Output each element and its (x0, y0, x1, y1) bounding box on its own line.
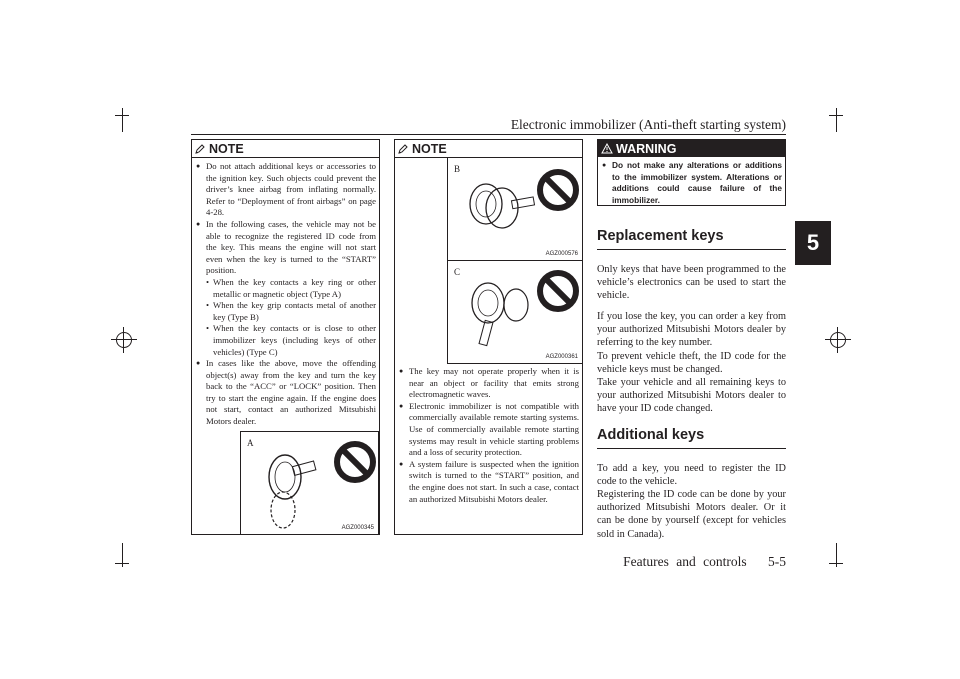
illustration-label: A (247, 438, 254, 448)
column-3 (597, 139, 786, 541)
pencil-icon (195, 144, 205, 154)
illustration-label: C (454, 267, 461, 277)
warning-header (598, 140, 785, 157)
note-label: NOTE (412, 141, 447, 156)
note-label: NOTE (209, 141, 244, 156)
body-paragraph: Registering the ID code can be done by your authorized Mitsubishi Motors dealer. Or it can be done by yourself (except for vehicles sold in Canada). (597, 489, 786, 540)
running-header: Electronic immobilizer (Anti-theft starting system) (510, 117, 786, 132)
note-bullet: ● In cases like the above, move the offending object(s) away from the key and turn the key back to the “ACC” or “LOCK” position. Then try to start the engine again. If the engine does not start, contact an authorized Mitsubishi Motors dealer. (196, 358, 376, 428)
crop-mark-tl-v (122, 108, 123, 132)
section-title-additional-keys: Additional keys (597, 427, 786, 449)
two-keys-illustration (462, 174, 542, 254)
registration-mark-right (830, 332, 846, 348)
note-bullet: ● A system failure is suspected when the ignition switch is turned to the “START” position, and the engine does not start. In such a case, contact an authorized Mitsubishi Motors dealer. (399, 459, 579, 505)
note-body (399, 366, 579, 505)
note-sub-item: • When the key grip contacts metal of another key (Type B) (206, 300, 376, 323)
illustration-code: AGZ000361 (545, 354, 578, 360)
note-bullet: ● Do not attach additional keys or accessories to the ignition key. Such objects could prevent the driver’s knee airbag from inflating normally. Refer to “Deployment of front airbags” on page 4-28. (196, 161, 376, 219)
warning-label: WARNING (616, 141, 677, 156)
page-footer (623, 554, 786, 570)
section-title-replacement-keys: Replacement keys (597, 228, 786, 250)
key-ring-illustration (255, 442, 335, 532)
registration-mark-left (116, 332, 132, 348)
crop-mark-bl-v (122, 543, 123, 567)
body-paragraph: If you lose the key, you can order a key from your authorized Mitsubishi Motors dealer by referring to the key number. (597, 311, 786, 349)
note-header (395, 140, 582, 158)
note-bullet: ● In the following cases, the vehicle may not be able to recognize the registered ID code from the key. This means the engine will not start even when the key is turned to the “START” position. (196, 219, 376, 277)
prohibition-icon (333, 440, 377, 484)
header-rule (191, 134, 786, 135)
warning-box (597, 139, 786, 206)
body-paragraph: Take your vehicle and all remaining keys to your authorized Mitsubishi Motors dealer to have your ID code changed. (597, 376, 786, 414)
note-body (192, 158, 379, 428)
illustration-code: AGZ000576 (545, 251, 578, 257)
note-bullet: ● Electronic immobilizer is not compatible with commercially available remote starting systems. Use of commercially available remote starting systems may result in vehicle starting problems and a loss of security protection. (399, 401, 579, 459)
illustration-label: B (454, 164, 461, 174)
replacement-keys-body (597, 263, 786, 415)
warning-body (598, 157, 785, 206)
crop-mark-tr-v (836, 108, 837, 132)
chapter-tab: 5 (795, 221, 831, 265)
illustration-type-b (447, 157, 583, 261)
note-sub-item: • When the key contacts a key ring or other metallic or magnetic object (Type A) (206, 277, 376, 300)
note-box-1 (191, 139, 380, 535)
body-paragraph: Only keys that have been programmed to the vehicle’s electronics can be used to start the vehicle. (597, 264, 786, 302)
column-1 (191, 139, 380, 535)
additional-keys-body (597, 462, 786, 541)
body-paragraph: To prevent vehicle theft, the ID code for the vehicle keys must be changed. (597, 350, 786, 375)
warning-triangle-icon (601, 143, 613, 154)
prohibition-icon (536, 168, 580, 212)
note-header (192, 140, 379, 158)
page-number: 5-5 (768, 554, 786, 569)
immobilizer-keys-illustration (462, 275, 542, 355)
prohibition-icon (536, 269, 580, 313)
column-2 (394, 139, 583, 535)
note-sub-item: • When the key contacts or is close to other immobilizer keys (including keys of other vehicles) (Type C) (206, 323, 376, 358)
body-paragraph: To add a key, you need to register the ID code to the vehicle. (597, 463, 786, 488)
note-box-2 (394, 139, 583, 535)
illustration-type-c (447, 261, 583, 364)
warning-bullet: ● Do not make any alterations or additions to the immobilizer system. Alterations or additions could cause failure of the immobilizer. (602, 160, 782, 206)
crop-mark-br-v (836, 543, 837, 567)
illustration-type-a (240, 431, 379, 535)
footer-section: Features and controls (623, 554, 747, 569)
note-bullet: ● The key may not operate properly when it is near an object or facility that emits strong electromagnetic waves. (399, 366, 579, 401)
illustration-code: AGZ000345 (341, 525, 374, 531)
pencil-icon (398, 144, 408, 154)
